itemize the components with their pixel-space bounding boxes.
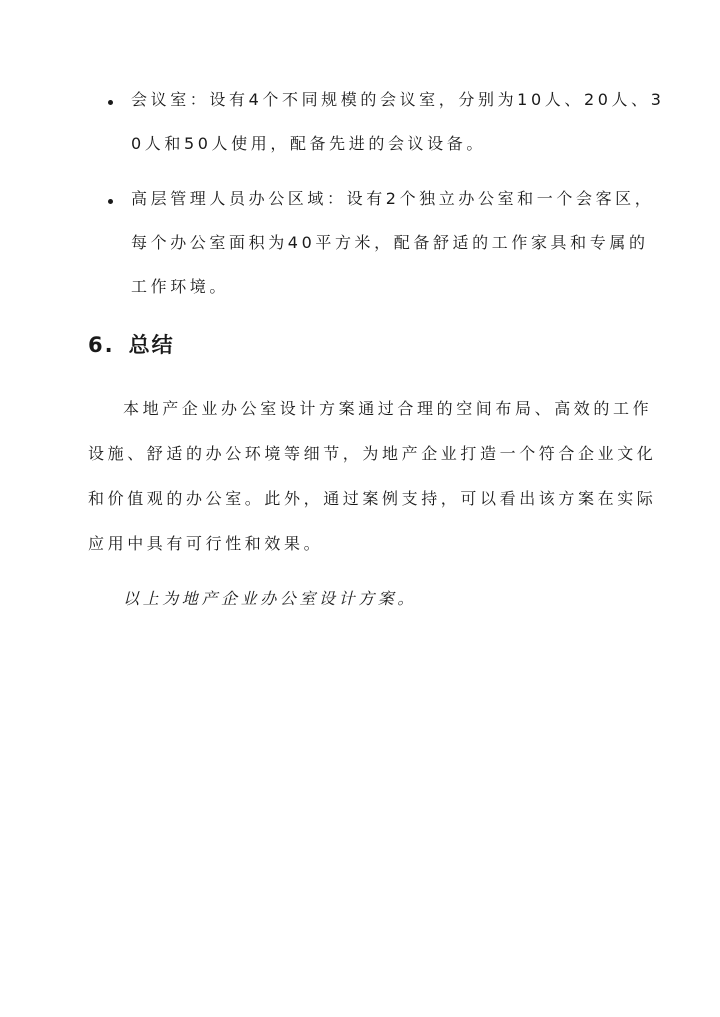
section-number: 6. (88, 333, 115, 357)
paragraph-line: 本地产企业办公室设计方案通过合理的空间布局、高效的工作 (123, 399, 653, 418)
bullet-line: 高层管理人员办公区域：设有2个独立办公室和一个会客区， (131, 189, 655, 208)
bullet-dot (108, 100, 113, 105)
bullet-line: 工作环境。 (131, 277, 230, 296)
paragraph-line: 和价值观的办公室。此外，通过案例支持，可以看出该方案在实际 (88, 489, 657, 508)
section-title: 总结 (128, 333, 175, 357)
paragraph-line: 设施、舒适的办公环境等细节，为地产企业打造一个符合企业文化 (88, 444, 657, 463)
bullet-dot (108, 199, 113, 204)
bullet-line: 0人和50人使用，配备先进的会议设备。 (131, 134, 486, 153)
closing-statement: 以上为地产企业办公室设计方案。 (123, 589, 418, 608)
paragraph-line: 应用中具有可行性和效果。 (88, 534, 324, 553)
bullet-line: 会议室：设有4个不同规模的会议室，分别为10人、20人、3 (131, 90, 665, 109)
bullet-line: 每个办公室面积为40平方米，配备舒适的工作家具和专属的 (131, 233, 649, 252)
section-heading (88, 330, 175, 360)
